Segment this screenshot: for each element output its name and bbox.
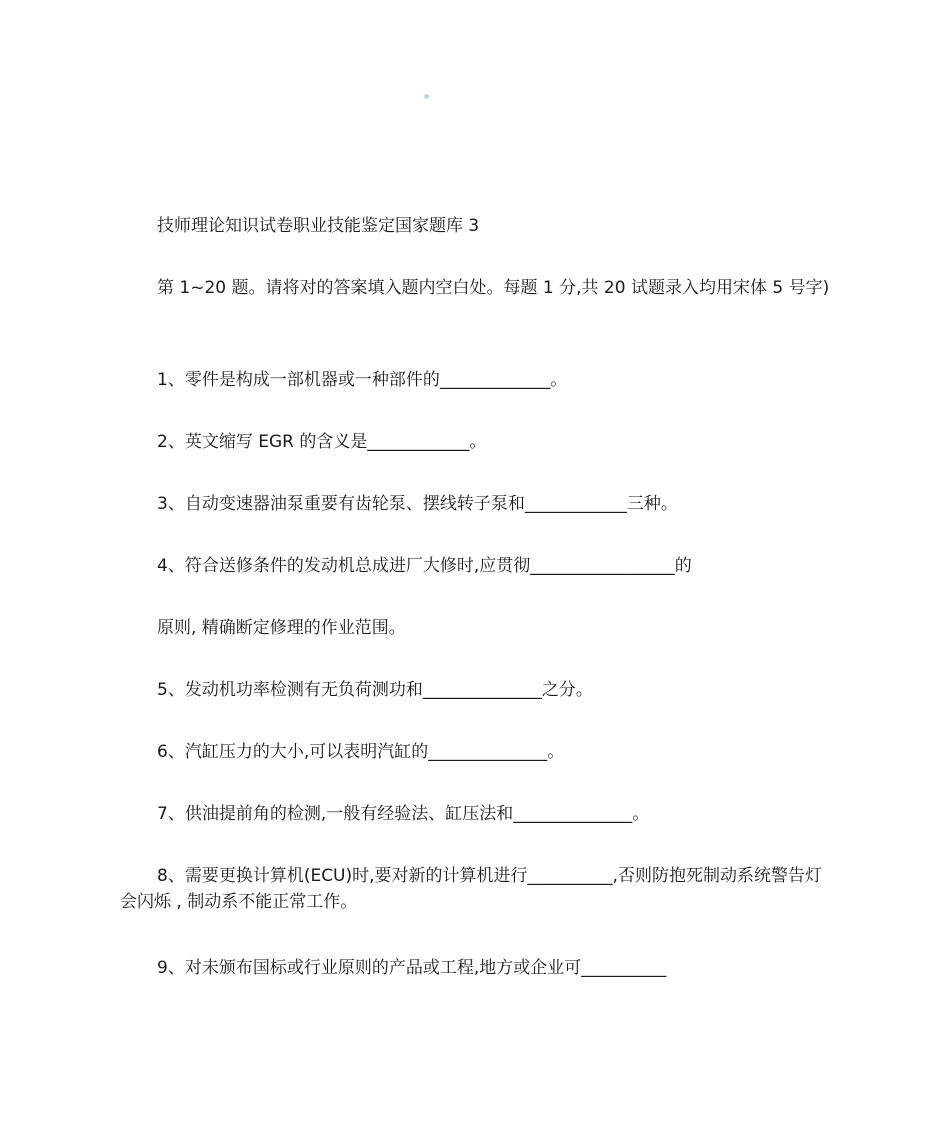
question-4: 4、符合送修条件的发动机总成进厂大修时,应贯彻_________________的 <box>157 556 692 576</box>
instruction-paragraph: 第 1~20 题。请将对的答案填入题内空白处。每题 1 分,共 20 试题录入均用宋体 5 号字) <box>157 278 830 298</box>
question-4-continuation: 原则, 精确断定修理的作业范围。 <box>157 618 406 638</box>
question-6: 6、汽缸压力的大小,可以表明汽缸的______________。 <box>157 742 565 762</box>
question-2: 2、英文缩写 EGR 的含义是____________。 <box>157 432 487 452</box>
question-7: 7、供油提前角的检测,一般有经验法、缸压法和______________。 <box>157 804 650 824</box>
document-title: 技师理论知识试卷职业技能鉴定国家题库 3 <box>157 216 480 236</box>
question-3: 3、自动变速器油泵重要有齿轮泵、摆线转子泵和____________三种。 <box>157 494 678 514</box>
question-9: 9、对未颁布国标或行业原则的产品或工程,地方或企业可__________ <box>157 958 667 978</box>
question-8: 8、需要更换计算机(ECU)时,要对新的计算机进行__________,否则防抱死制动系统警告灯会闪烁 , 制动系不能正常工作。 <box>120 866 822 912</box>
question-5: 5、发动机功率检测有无负荷测功和______________之分。 <box>157 680 593 700</box>
question-1: 1、零件是构成一部机器或一种部件的_____________。 <box>157 370 568 390</box>
scan-dot <box>424 94 429 99</box>
